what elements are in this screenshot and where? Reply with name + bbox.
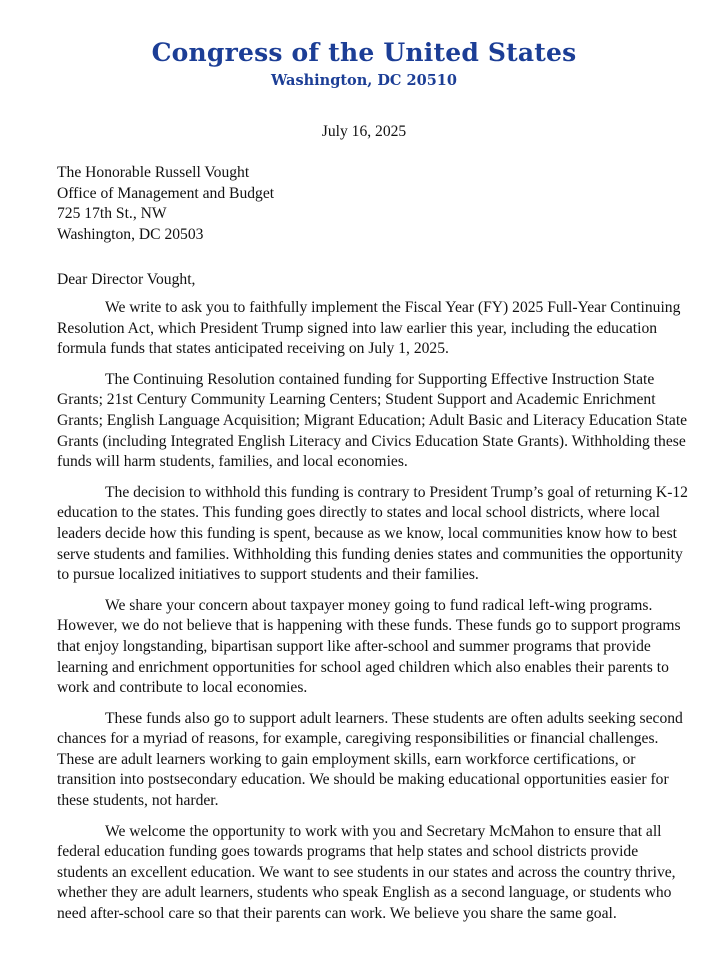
letter-date: July 16, 2025: [321, 123, 407, 140]
body-paragraph-6: We welcome the opportunity to work with you and Secretary McMahon to ensure that all federal education funding goes towards programs that help states and school districts provide students an excellent education. We want to see students in our states and across the country thrive, whether they are adult learners, students who speak English as a second language, or students who need after-school care so that their parents can work. We believe you share the same goal.: [57, 822, 676, 923]
recipient-city: Washington, DC 20503: [57, 225, 204, 243]
body-paragraph-2: The Continuing Resolution contained funding for Supporting Effective Instruction State Grants; 21st Century Community Learning Centers; Student Support and Academic Enrichment Grants; English Language Acquisition; Migrant Education; Adult Basic and Literacy Education State Grants (including Integrated English Literacy and Civics Education State Grants). Withholding these funds will harm students, families, and local economies.: [57, 370, 688, 471]
recipient-address: [57, 163, 677, 245]
letterhead-subtitle: Washington, DC 20510: [271, 72, 457, 89]
recipient-name: The Honorable Russell Vought: [57, 164, 250, 181]
body-paragraph-1: We write to ask you to faithfully implement the Fiscal Year (FY) 2025 Full-Year Continuing Resolution Act, which President Trump signed into law earlier this year, including the education formula funds that states anticipated receiving on July 1, 2025.: [57, 299, 681, 358]
letterhead-title: Congress of the United States: [151, 38, 577, 67]
recipient-street: 725 17th St., NW: [57, 205, 167, 223]
letter-body: [57, 298, 689, 935]
recipient-office: Office of Management and Budget: [57, 184, 275, 202]
body-paragraph-5: These funds also go to support adult learners. These students are often adults seeking second chances for a myriad of reasons, for example, caregiving responsibilities or financial challenges. These are adult learners working to gain employment skills, earn workforce certifications, or transition into postsecondary education. We should be making educational opportunities easier for these students, not harder.: [57, 709, 683, 810]
body-paragraph-3: The decision to withhold this funding is contrary to President Trump’s goal of returning K-12 education to the states. This funding goes directly to states and local school districts, where local leaders decide how this funding is spent, because as we know, local communities know how to best serve students and families. Withholding this funding denies states and communities the opportunity to pursue localized initiatives to support students and their families.: [57, 483, 688, 584]
body-paragraph-4: We share your concern about taxpayer money going to fund radical left-wing programs. However, we do not believe that is happening with these funds. These funds go to support programs that enjoy longstanding, bipartisan support like after-school and summer programs that provide learning and enrichment opportunities for school aged children which also enables their parents to work and contribute to local economies.: [57, 596, 681, 697]
letterhead: [0, 36, 728, 91]
salutation: Dear Director Vought,: [57, 271, 196, 288]
